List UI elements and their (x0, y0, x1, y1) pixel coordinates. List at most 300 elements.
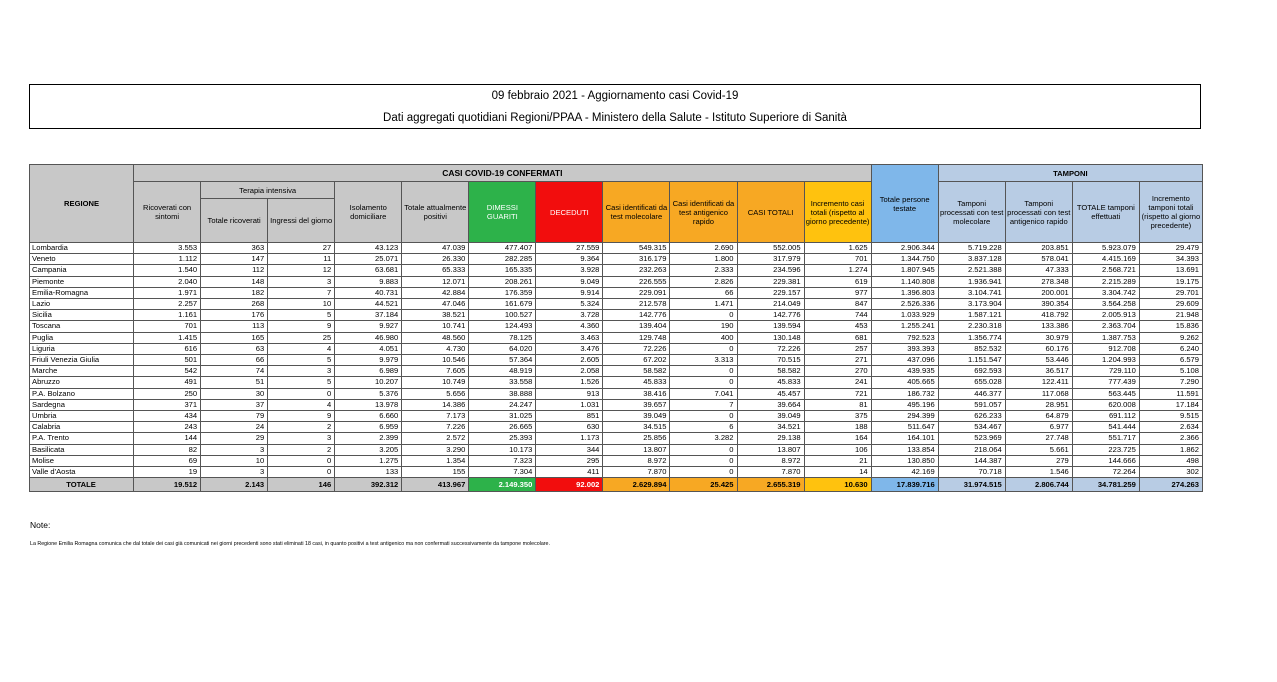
value-cell: 176 (201, 310, 268, 321)
value-cell: 11 (268, 254, 335, 265)
value-cell: 26.330 (402, 254, 469, 265)
value-cell: 38.888 (469, 388, 536, 399)
value-cell: 234.596 (737, 265, 804, 276)
value-cell: 2.906.344 (871, 243, 938, 254)
value-cell: 31.974.515 (938, 478, 1005, 492)
value-cell: 147 (201, 254, 268, 265)
value-cell: 139.404 (603, 321, 670, 332)
value-cell: 25.071 (335, 254, 402, 265)
value-cell: 229.381 (737, 276, 804, 287)
value-cell: 9.049 (536, 276, 603, 287)
value-cell: 534.467 (938, 422, 1005, 433)
value-cell: 212.578 (603, 299, 670, 310)
value-cell: 34.393 (1139, 254, 1202, 265)
region-cell: Veneto (30, 254, 134, 265)
value-cell: 2.058 (536, 366, 603, 377)
value-cell: 10.173 (469, 444, 536, 455)
region-cell: Liguria (30, 343, 134, 354)
value-cell: 405.665 (871, 377, 938, 388)
value-cell: 15.836 (1139, 321, 1202, 332)
value-cell: 2.572 (402, 433, 469, 444)
table-row (30, 332, 1203, 343)
value-cell: 45.457 (737, 388, 804, 399)
value-cell: 74 (201, 366, 268, 377)
value-cell: 1.356.774 (938, 332, 1005, 343)
value-cell: 3.290 (402, 444, 469, 455)
value-cell: 9.262 (1139, 332, 1202, 343)
value-cell: 45.833 (737, 377, 804, 388)
value-cell: 7.290 (1139, 377, 1202, 388)
value-cell: 82 (134, 444, 201, 455)
value-cell: 413.967 (402, 478, 469, 492)
col-casi-antigenico: Casi identificati da test antigenico rapido (670, 182, 737, 243)
value-cell: 630 (536, 422, 603, 433)
value-cell: 0 (670, 467, 737, 478)
value-cell: 316.179 (603, 254, 670, 265)
value-cell: 9 (268, 411, 335, 422)
value-cell: 14.386 (402, 399, 469, 410)
value-cell: 437.096 (871, 355, 938, 366)
value-cell: 19.175 (1139, 276, 1202, 287)
value-cell: 3.104.741 (938, 287, 1005, 298)
value-cell: 226.555 (603, 276, 670, 287)
value-cell: 42.169 (871, 467, 938, 478)
value-cell: 847 (804, 299, 871, 310)
value-cell: 133.854 (871, 444, 938, 455)
value-cell: 1.862 (1139, 444, 1202, 455)
value-cell: 279 (1005, 455, 1072, 466)
value-cell: 375 (804, 411, 871, 422)
value-cell: 25.393 (469, 433, 536, 444)
value-cell: 2.629.894 (603, 478, 670, 492)
col-tamponi-antigenico: Tamponi processati con test antigenico rapido (1005, 182, 1072, 243)
value-cell: 701 (804, 254, 871, 265)
value-cell: 5.656 (402, 388, 469, 399)
value-cell: 100.527 (469, 310, 536, 321)
value-cell: 274.263 (1139, 478, 1202, 492)
value-cell: 6.660 (335, 411, 402, 422)
value-cell: 523.969 (938, 433, 1005, 444)
value-cell: 3 (268, 276, 335, 287)
value-cell: 9.515 (1139, 411, 1202, 422)
value-cell: 655.028 (938, 377, 1005, 388)
table-row (30, 243, 1203, 254)
region-cell: Emilia-Romagna (30, 287, 134, 298)
value-cell: 214.049 (737, 299, 804, 310)
value-cell: 69 (134, 455, 201, 466)
value-cell: 0 (670, 310, 737, 321)
value-cell: 70.718 (938, 467, 1005, 478)
report-title: 09 febbraio 2021 - Aggiornamento casi Covid-19 (491, 90, 739, 102)
col-isolamento: Isolamento domiciliare (335, 182, 402, 243)
value-cell: 122.411 (1005, 377, 1072, 388)
value-cell: 392.312 (335, 478, 402, 492)
col-regione: REGIONE (30, 165, 134, 243)
value-cell: 29.609 (1139, 299, 1202, 310)
value-cell: 6.240 (1139, 343, 1202, 354)
value-cell: 39.657 (603, 399, 670, 410)
value-cell: 5.376 (335, 388, 402, 399)
table-row (30, 343, 1203, 354)
value-cell: 39.664 (737, 399, 804, 410)
total-row (30, 478, 1203, 492)
value-cell: 1.540 (134, 265, 201, 276)
value-cell: 13.807 (603, 444, 670, 455)
value-cell: 1.471 (670, 299, 737, 310)
value-cell: 12 (268, 265, 335, 276)
value-cell: 39.049 (737, 411, 804, 422)
value-cell: 29.479 (1139, 243, 1202, 254)
value-cell: 9.927 (335, 321, 402, 332)
table-row (30, 377, 1203, 388)
value-cell: 1.807.945 (871, 265, 938, 276)
region-cell: Abruzzo (30, 377, 134, 388)
value-cell: 241 (804, 377, 871, 388)
value-cell: 1.140.808 (871, 276, 938, 287)
region-cell: Toscana (30, 321, 134, 332)
value-cell: 164.101 (871, 433, 938, 444)
value-cell: 851 (536, 411, 603, 422)
region-cell: Piemonte (30, 276, 134, 287)
value-cell: 81 (804, 399, 871, 410)
value-cell: 8.972 (737, 455, 804, 466)
region-cell: Basilicata (30, 444, 134, 455)
table-row (30, 254, 1203, 265)
value-cell: 144.666 (1072, 455, 1139, 466)
value-cell: 200.001 (1005, 287, 1072, 298)
value-cell: 13.978 (335, 399, 402, 410)
value-cell: 626.233 (938, 411, 1005, 422)
value-cell: 3.837.128 (938, 254, 1005, 265)
value-cell: 40.731 (335, 287, 402, 298)
value-cell: 9 (268, 321, 335, 332)
value-cell: 1.587.121 (938, 310, 1005, 321)
value-cell: 393.393 (871, 343, 938, 354)
value-cell: 0 (670, 366, 737, 377)
value-cell: 37.184 (335, 310, 402, 321)
value-cell: 1.546 (1005, 467, 1072, 478)
value-cell: 3.553 (134, 243, 201, 254)
value-cell: 3.173.904 (938, 299, 1005, 310)
value-cell: 3.476 (536, 343, 603, 354)
table-row (30, 265, 1203, 276)
col-tamponi-totale: TOTALE tamponi effettuati (1072, 182, 1139, 243)
col-incremento-tamponi: Incremento tamponi totali (rispetto al giorno precedente) (1139, 182, 1202, 243)
table-row (30, 411, 1203, 422)
value-cell: 446.377 (938, 388, 1005, 399)
value-cell: 36.517 (1005, 366, 1072, 377)
value-cell: 777.439 (1072, 377, 1139, 388)
value-cell: 31.025 (469, 411, 536, 422)
value-cell: 495.196 (871, 399, 938, 410)
value-cell: 38.521 (402, 310, 469, 321)
value-cell: 7.870 (737, 467, 804, 478)
value-cell: 64.020 (469, 343, 536, 354)
value-cell: 19 (134, 467, 201, 478)
value-cell: 30 (201, 388, 268, 399)
value-cell: 616 (134, 343, 201, 354)
value-cell: 1.112 (134, 254, 201, 265)
value-cell: 2 (268, 422, 335, 433)
value-cell: 34.781.259 (1072, 478, 1139, 492)
value-cell: 692.593 (938, 366, 1005, 377)
value-cell: 12.071 (402, 276, 469, 287)
value-cell: 117.068 (1005, 388, 1072, 399)
value-cell: 3.728 (536, 310, 603, 321)
value-cell: 363 (201, 243, 268, 254)
value-cell: 2.806.744 (1005, 478, 1072, 492)
value-cell: 2.149.350 (469, 478, 536, 492)
value-cell: 1.344.750 (871, 254, 938, 265)
value-cell: 165 (201, 332, 268, 343)
value-cell: 57.364 (469, 355, 536, 366)
table-row (30, 287, 1203, 298)
value-cell: 142.776 (603, 310, 670, 321)
value-cell: 229.157 (737, 287, 804, 298)
col-ti-ingressi: Ingressi del giorno (268, 199, 335, 243)
value-cell: 5 (268, 355, 335, 366)
table-row (30, 422, 1203, 433)
value-cell: 0 (670, 411, 737, 422)
table-row (30, 433, 1203, 444)
report-subtitle: Dati aggregati quotidiani Regioni/PPAA - Ministero della Salute - Istituto Superiore di Sanità (383, 112, 847, 124)
value-cell: 7.304 (469, 467, 536, 478)
value-cell: 2.826 (670, 276, 737, 287)
value-cell: 10.741 (402, 321, 469, 332)
value-cell: 400 (670, 332, 737, 343)
value-cell: 47.039 (402, 243, 469, 254)
value-cell: 2.605 (536, 355, 603, 366)
value-cell: 79 (201, 411, 268, 422)
value-cell: 29.701 (1139, 287, 1202, 298)
value-cell: 0 (268, 388, 335, 399)
value-cell: 729.110 (1072, 366, 1139, 377)
value-cell: 439.935 (871, 366, 938, 377)
value-cell: 25.856 (603, 433, 670, 444)
value-cell: 1.204.993 (1072, 355, 1139, 366)
value-cell: 5 (268, 310, 335, 321)
value-cell: 1.354 (402, 455, 469, 466)
value-cell: 3.928 (536, 265, 603, 276)
value-cell: 66 (670, 287, 737, 298)
value-cell: 1.936.941 (938, 276, 1005, 287)
value-cell: 26.665 (469, 422, 536, 433)
value-cell: 29 (201, 433, 268, 444)
region-cell: Friuli Venezia Giulia (30, 355, 134, 366)
table-row (30, 310, 1203, 321)
col-incremento-casi: Incremento casi totali (rispetto al giorno precedente) (804, 182, 871, 243)
value-cell: 691.112 (1072, 411, 1139, 422)
value-cell: 4.730 (402, 343, 469, 354)
value-cell: 34.515 (603, 422, 670, 433)
value-cell: 48.919 (469, 366, 536, 377)
value-cell: 542 (134, 366, 201, 377)
value-cell: 250 (134, 388, 201, 399)
value-cell: 0 (268, 455, 335, 466)
value-cell: 721 (804, 388, 871, 399)
value-cell: 51 (201, 377, 268, 388)
col-deceduti: DECEDUTI (536, 182, 603, 243)
value-cell: 27 (268, 243, 335, 254)
value-cell: 913 (536, 388, 603, 399)
value-cell: 294.399 (871, 411, 938, 422)
report-header (29, 84, 1201, 129)
value-cell: 63 (201, 343, 268, 354)
table-row (30, 399, 1203, 410)
value-cell: 591.057 (938, 399, 1005, 410)
value-cell: 10.749 (402, 377, 469, 388)
value-cell: 27.559 (536, 243, 603, 254)
value-cell: 92.002 (536, 478, 603, 492)
value-cell: 25.425 (670, 478, 737, 492)
value-cell: 144 (134, 433, 201, 444)
value-cell: 24 (201, 422, 268, 433)
value-cell: 133 (335, 467, 402, 478)
value-cell: 10.630 (804, 478, 871, 492)
value-cell: 912.708 (1072, 343, 1139, 354)
value-cell: 42.884 (402, 287, 469, 298)
col-dimessi-guariti: DIMESSI GUARITI (469, 182, 536, 243)
value-cell: 155 (402, 467, 469, 478)
value-cell: 47.333 (1005, 265, 1072, 276)
value-cell: 1.526 (536, 377, 603, 388)
region-cell: Sardegna (30, 399, 134, 410)
value-cell: 295 (536, 455, 603, 466)
value-cell: 47.046 (402, 299, 469, 310)
table-body (30, 243, 1203, 492)
value-cell: 2.333 (670, 265, 737, 276)
value-cell: 4.360 (536, 321, 603, 332)
value-cell: 3 (201, 444, 268, 455)
value-cell: 106 (804, 444, 871, 455)
value-cell: 3.304.742 (1072, 287, 1139, 298)
value-cell: 67.202 (603, 355, 670, 366)
value-cell: 511.647 (871, 422, 938, 433)
value-cell: 9.914 (536, 287, 603, 298)
value-cell: 182 (201, 287, 268, 298)
value-cell: 977 (804, 287, 871, 298)
value-cell: 541.444 (1072, 422, 1139, 433)
value-cell: 25 (268, 332, 335, 343)
value-cell: 7.323 (469, 455, 536, 466)
table-row (30, 321, 1203, 332)
value-cell: 418.792 (1005, 310, 1072, 321)
value-cell: 10.546 (402, 355, 469, 366)
value-cell: 477.407 (469, 243, 536, 254)
value-cell: 1.415 (134, 332, 201, 343)
value-cell: 681 (804, 332, 871, 343)
value-cell: 48.560 (402, 332, 469, 343)
value-cell: 744 (804, 310, 871, 321)
notes-label: Note: (30, 520, 51, 530)
value-cell: 282.285 (469, 254, 536, 265)
value-cell: 218.064 (938, 444, 1005, 455)
value-cell: 6.959 (335, 422, 402, 433)
value-cell: 6 (670, 422, 737, 433)
table-row (30, 276, 1203, 287)
value-cell: 38.416 (603, 388, 670, 399)
value-cell: 129.748 (603, 332, 670, 343)
region-cell: Puglia (30, 332, 134, 343)
value-cell: 243 (134, 422, 201, 433)
value-cell: 7.173 (402, 411, 469, 422)
value-cell: 44.521 (335, 299, 402, 310)
value-cell: 11.591 (1139, 388, 1202, 399)
value-cell: 186.732 (871, 388, 938, 399)
value-cell: 24.247 (469, 399, 536, 410)
value-cell: 620.008 (1072, 399, 1139, 410)
value-cell: 2.363.704 (1072, 321, 1139, 332)
value-cell: 29.138 (737, 433, 804, 444)
value-cell: 72.226 (603, 343, 670, 354)
value-cell: 1.161 (134, 310, 201, 321)
value-cell: 72.264 (1072, 467, 1139, 478)
col-tamponi-molecolare: Tamponi processati con test molecolare (938, 182, 1005, 243)
value-cell: 112 (201, 265, 268, 276)
value-cell: 142.776 (737, 310, 804, 321)
value-cell: 229.091 (603, 287, 670, 298)
value-cell: 10 (268, 299, 335, 310)
region-cell: Umbria (30, 411, 134, 422)
value-cell: 1.031 (536, 399, 603, 410)
value-cell: 1.275 (335, 455, 402, 466)
value-cell: 852.532 (938, 343, 1005, 354)
value-cell: 70.515 (737, 355, 804, 366)
value-cell: 270 (804, 366, 871, 377)
value-cell: 165.335 (469, 265, 536, 276)
value-cell: 453 (804, 321, 871, 332)
value-cell: 6.989 (335, 366, 402, 377)
value-cell: 302 (1139, 467, 1202, 478)
group-casi-confermati: CASI COVID-19 CONFERMATI (134, 165, 872, 182)
value-cell: 2.526.336 (871, 299, 938, 310)
value-cell: 21 (804, 455, 871, 466)
value-cell: 371 (134, 399, 201, 410)
value-cell: 1.387.753 (1072, 332, 1139, 343)
value-cell: 7 (268, 287, 335, 298)
value-cell: 37 (201, 399, 268, 410)
value-cell: 8.972 (603, 455, 670, 466)
table-row (30, 388, 1203, 399)
value-cell: 113 (201, 321, 268, 332)
value-cell: 58.582 (603, 366, 670, 377)
value-cell: 64.879 (1005, 411, 1072, 422)
value-cell: 498 (1139, 455, 1202, 466)
value-cell: 10.207 (335, 377, 402, 388)
value-cell: 14 (804, 467, 871, 478)
value-cell: 6.579 (1139, 355, 1202, 366)
covid-data-table (29, 164, 1203, 492)
value-cell: 1.800 (670, 254, 737, 265)
value-cell: 66 (201, 355, 268, 366)
value-cell: 21.948 (1139, 310, 1202, 321)
value-cell: 3.313 (670, 355, 737, 366)
value-cell: 578.041 (1005, 254, 1072, 265)
value-cell: 1.033.929 (871, 310, 938, 321)
value-cell: 2.366 (1139, 433, 1202, 444)
col-casi-totali: CASI TOTALI (737, 182, 804, 243)
value-cell: 46.980 (335, 332, 402, 343)
table-row (30, 455, 1203, 466)
value-cell: 63.681 (335, 265, 402, 276)
value-cell: 43.123 (335, 243, 402, 254)
value-cell: 130.148 (737, 332, 804, 343)
value-cell: 5.661 (1005, 444, 1072, 455)
value-cell: 17.184 (1139, 399, 1202, 410)
value-cell: 344 (536, 444, 603, 455)
value-cell: 1.151.547 (938, 355, 1005, 366)
value-cell: 4.051 (335, 343, 402, 354)
